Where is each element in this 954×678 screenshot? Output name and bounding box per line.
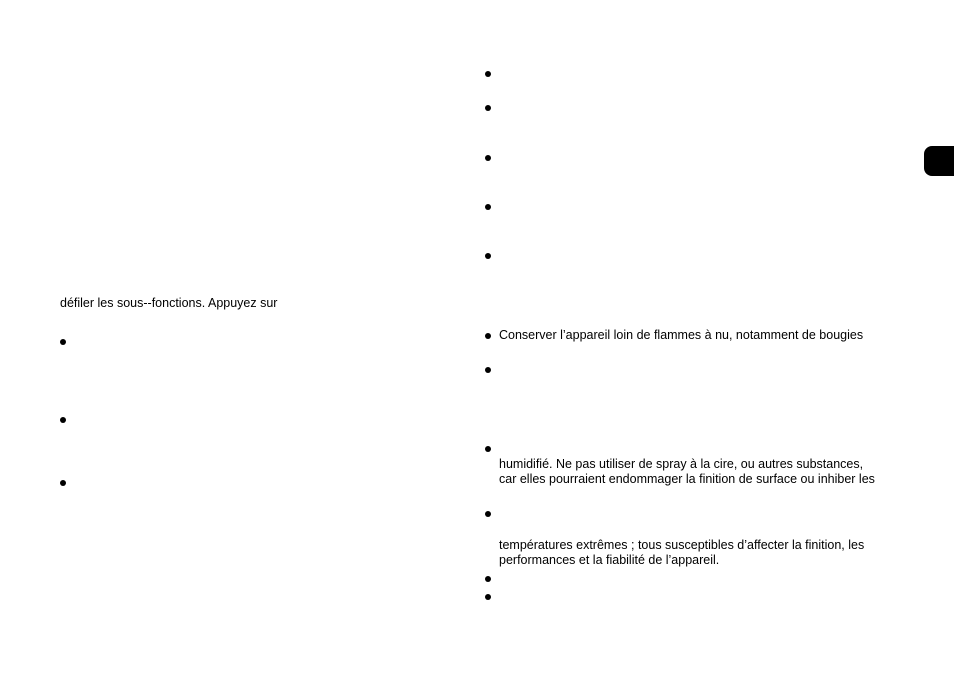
left-bullet-2	[60, 417, 66, 423]
right-flames-text: Conserver l’appareil loin de flammes à nu, notamment de bougies	[499, 328, 864, 342]
right-top-bullet-3	[485, 155, 491, 161]
right-top-bullet-1	[485, 71, 491, 77]
right-bullet-bottom-2	[485, 594, 491, 600]
right-bullet-bottom-1	[485, 576, 491, 582]
right-bullet-cleaning	[485, 446, 491, 452]
right-bullet-temperature	[485, 511, 491, 517]
right-temperature-line-2: performances et la fiabilité de l’appareil.	[499, 553, 720, 567]
left-bullet-3	[60, 480, 66, 486]
right-bullet-flames	[485, 333, 491, 339]
right-cleaning-line-1: humidifié. Ne pas utiliser de spray à la cire, ou autres substances,	[499, 457, 864, 471]
right-bullet-blank	[485, 367, 491, 373]
right-top-bullet-2	[485, 105, 491, 111]
left-bullet-1	[60, 339, 66, 345]
right-temperature-line-1: températures extrêmes ; tous susceptibles d’affecter la finition, les	[499, 538, 865, 552]
left-intro-text: défiler les sous--fonctions. Appuyez sur	[60, 296, 278, 310]
right-cleaning-line-2: car elles pourraient endommager la finition de surface ou inhiber les	[499, 472, 875, 486]
right-top-bullet-5	[485, 253, 491, 259]
language-tab-marker	[924, 146, 954, 176]
right-top-bullet-4	[485, 204, 491, 210]
